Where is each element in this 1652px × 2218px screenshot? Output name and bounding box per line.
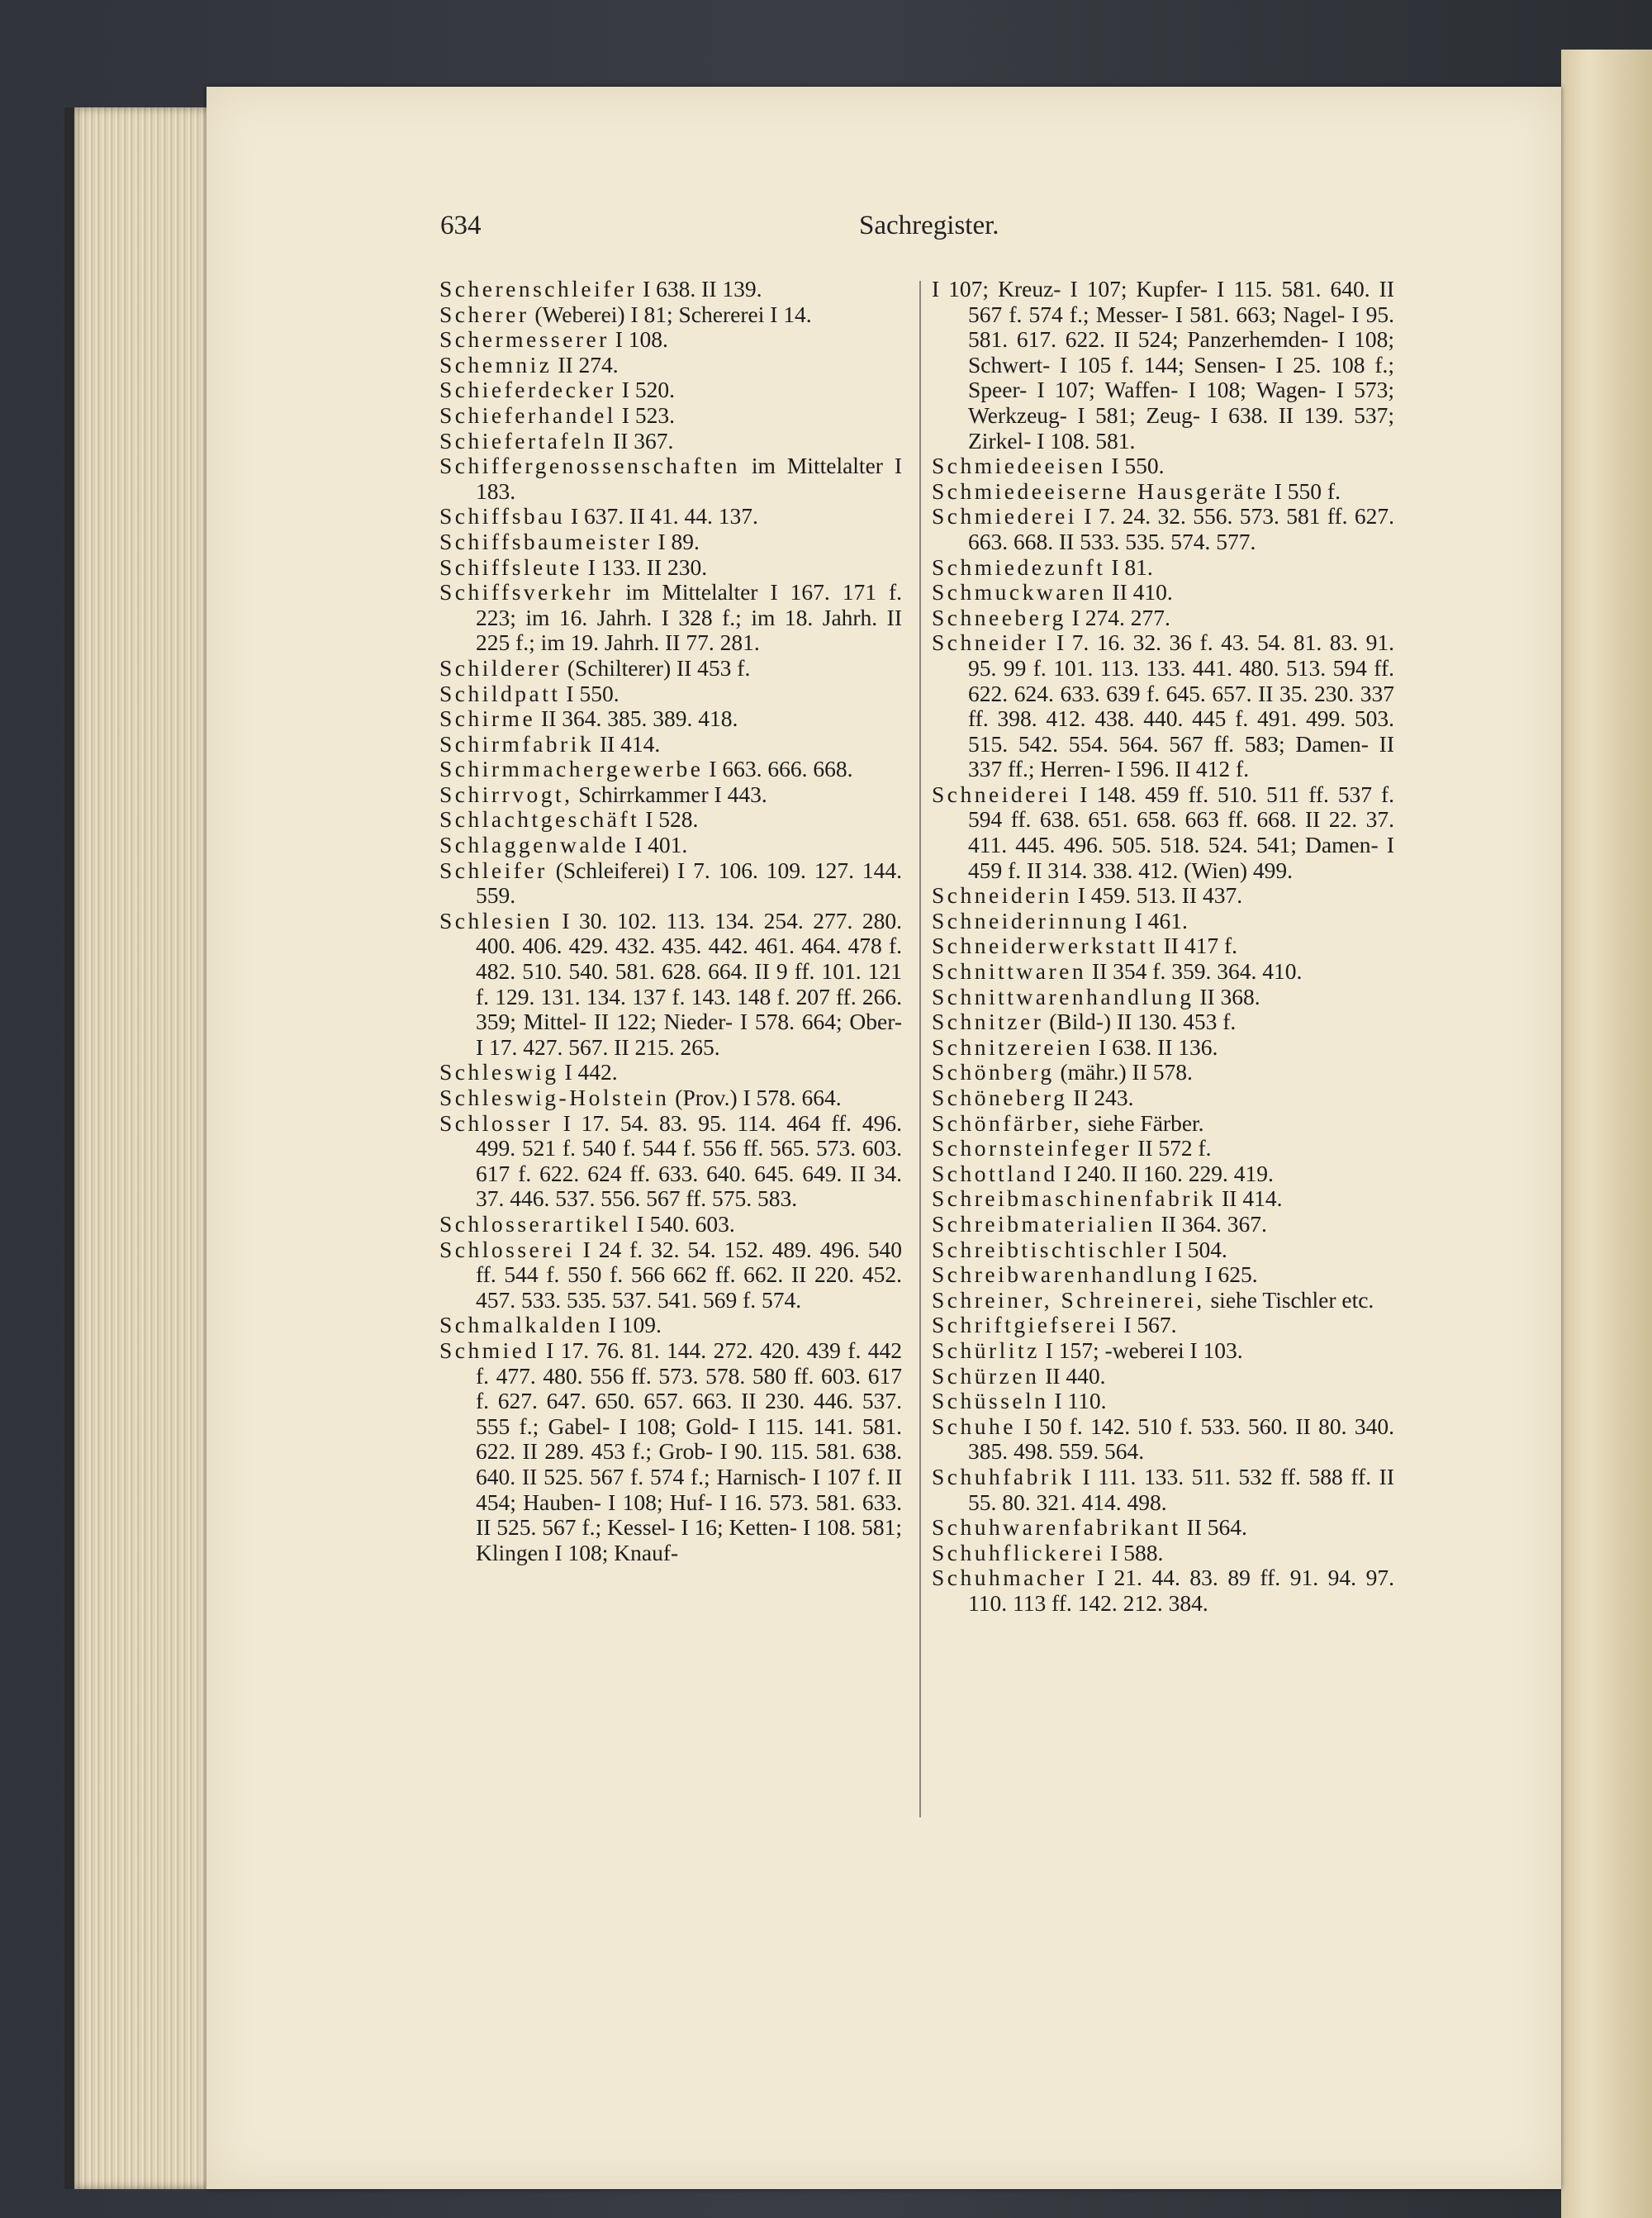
index-term: Schürzen — [932, 1362, 1040, 1389]
index-references: II 367. — [607, 427, 674, 454]
index-references: (Bild-) II 130. 453 f. — [1043, 1009, 1237, 1035]
index-entry — [932, 1262, 1394, 1288]
index-term: Schmiedezunft — [932, 553, 1106, 580]
index-entry — [439, 1060, 902, 1085]
index-entry — [439, 1085, 902, 1111]
index-references: I 588. — [1104, 1539, 1164, 1565]
index-entry — [932, 277, 1394, 454]
index-references: II 414. — [594, 730, 661, 757]
index-entry — [439, 1237, 902, 1313]
index-entry — [932, 1111, 1394, 1137]
index-entry — [932, 1288, 1394, 1313]
index-entry — [439, 302, 902, 328]
index-term: Schlachtgeschäft — [439, 806, 640, 833]
index-references: II 564. — [1180, 1514, 1247, 1541]
index-term: Schildpatt — [439, 680, 561, 706]
index-entry — [932, 1541, 1394, 1566]
index-term: Schreiner, Schreinerei, — [932, 1286, 1205, 1313]
index-entry — [439, 807, 902, 833]
index-term: Schönberg — [932, 1059, 1055, 1085]
index-term: Scherenschleifer — [439, 276, 638, 302]
index-references: im Mittelalter I 167. 171 f. 223; im 16. Jahrh. I 328 f.; im 18. Jahrh. II 225 f.; im 19. Jahrh. II 77. 281. — [476, 579, 902, 656]
index-references: I 108. — [609, 326, 668, 353]
index-term: Schlosser — [439, 1109, 553, 1136]
index-term: Schneider — [932, 629, 1049, 656]
index-references: II 274. — [552, 351, 619, 378]
index-entry — [439, 782, 902, 808]
index-term: Schmuckwaren — [932, 579, 1107, 606]
index-entry — [932, 985, 1394, 1010]
index-term: Schriftgiefserei — [932, 1312, 1118, 1338]
index-entry — [932, 909, 1394, 934]
index-entry — [932, 1136, 1394, 1161]
index-entry — [932, 1060, 1394, 1085]
index-entry — [932, 1186, 1394, 1212]
index-term: Schmiedeeisen — [932, 453, 1106, 479]
index-references: (Schleiferei) I 7. 106. 109. 127. 144. 559. — [476, 857, 902, 909]
index-references: I 107; Kreuz- I 107; Kupfer- I 115. 581. 640. II 567 f. 574 f.; Messer- I 581. 663; Nagel- I 95. 581. 617. 622. II 524; Panzerhemden- I 108; Schwert- I 105 f. 144; Sensen- I 25. 108 f.; Speer- I 107; Waffen- I 108; Wagen- I 573; Werkzeug- I 581; Zeug- I 638. II 139. 537; Zirkel- I 108. 581. — [932, 276, 1394, 454]
index-references: II 368. — [1194, 983, 1260, 1009]
index-term: Schreibmaschinenfabrik — [932, 1185, 1217, 1212]
index-entry — [439, 909, 902, 1061]
index-references: Schirrkammer I 443. — [572, 781, 767, 807]
index-entry — [439, 403, 902, 429]
index-entry — [439, 757, 902, 782]
index-entry — [439, 1338, 902, 1565]
index-term: Schreibwarenhandlung — [932, 1261, 1199, 1288]
index-entry — [932, 1035, 1394, 1061]
index-term: Schuhflickerei — [932, 1539, 1105, 1565]
index-references: I 638. II 136. — [1093, 1033, 1218, 1060]
index-term: Schiffsbaumeister — [439, 528, 653, 554]
index-term: Schreibtischtischler — [932, 1236, 1169, 1262]
index-term: Schneiderei — [932, 781, 1071, 807]
index-entry — [932, 1161, 1394, 1187]
index-references: I 550. — [560, 680, 620, 706]
index-term: Schnittwaren — [932, 958, 1087, 985]
index-entry — [439, 656, 902, 682]
index-references: I 133. II 230. — [582, 553, 708, 580]
index-references: I 550. — [1105, 453, 1165, 479]
index-term: Schirme — [439, 705, 536, 732]
index-references: I 567. — [1118, 1312, 1177, 1338]
index-references: I 504. — [1168, 1236, 1227, 1262]
column-divider — [919, 281, 921, 1817]
index-term: Schmiederei — [932, 503, 1077, 530]
index-references: I 81. — [1105, 553, 1153, 580]
index-term: Schüsseln — [932, 1388, 1049, 1414]
index-term: Schöneberg — [932, 1085, 1068, 1110]
index-entry — [932, 883, 1394, 909]
index-references: I 401. — [629, 832, 688, 858]
index-entry — [932, 454, 1394, 479]
index-term: Schnittwarenhandlung — [932, 983, 1194, 1009]
index-references: (Schilterer) II 453 f. — [562, 654, 751, 681]
index-term: Schilderer — [439, 654, 563, 681]
index-term: Schermesserer — [439, 326, 610, 353]
index-references: I 21. 44. 83. 89 ff. 91. 94. 97. 110. 113 ff. 142. 212. 384. — [968, 1565, 1394, 1616]
index-term: Schiffsleute — [439, 553, 582, 580]
index-term: Schirmfabrik — [439, 730, 595, 757]
index-references: I 7. 24. 32. 556. 573. 581 ff. 627. 663. 668. II 533. 535. 574. 577. — [968, 503, 1394, 554]
index-references: siehe Färber. — [1082, 1109, 1204, 1136]
index-term: Schönfärber, — [932, 1109, 1083, 1136]
index-term: Schreibmaterialien — [932, 1210, 1156, 1237]
index-entry — [932, 1364, 1394, 1389]
index-term: Schirrvogt, — [439, 781, 573, 807]
index-term: Schleswig-Holstein — [439, 1085, 670, 1110]
index-term: Schleifer — [439, 857, 548, 883]
index-references: (Weberei) I 81; Schererei I 14. — [529, 301, 812, 327]
index-references: I 540. 603. — [630, 1210, 735, 1237]
index-entry — [439, 277, 902, 302]
index-entry — [932, 1515, 1394, 1541]
index-entry — [439, 1111, 902, 1212]
index-references: (mähr.) II 578. — [1054, 1059, 1193, 1085]
index-entry — [439, 580, 902, 656]
index-term: Schuhmacher — [932, 1565, 1088, 1591]
index-term: Schneiderinnung — [932, 907, 1129, 933]
index-column-left — [439, 277, 902, 1565]
index-entry — [439, 454, 902, 504]
index-references: II 364. 367. — [1155, 1210, 1267, 1237]
index-term: Schmiedeeiserne Hausgeräte — [932, 477, 1269, 504]
index-references: I 550 f. — [1268, 477, 1341, 504]
index-entry — [439, 1313, 902, 1338]
index-entry — [932, 1085, 1394, 1111]
index-entry — [439, 833, 902, 858]
index-entry — [932, 1465, 1394, 1515]
index-term: Schnitzer — [932, 1009, 1044, 1035]
page-title: Sachregister. — [859, 211, 999, 240]
index-term: Schuhe — [932, 1413, 1016, 1439]
index-entry — [439, 858, 902, 909]
index-entry — [932, 1414, 1394, 1465]
index-entry — [439, 504, 902, 530]
index-references: I 461. — [1128, 907, 1188, 933]
index-entry — [932, 1009, 1394, 1035]
index-references: I 442. — [558, 1059, 618, 1085]
index-references: I 625. — [1199, 1261, 1258, 1288]
index-references: I 109. — [602, 1312, 662, 1338]
index-entry — [932, 1389, 1394, 1414]
index-references: II 440. — [1039, 1362, 1106, 1389]
index-term: Schürlitz — [932, 1337, 1040, 1363]
index-entry — [932, 782, 1394, 883]
index-entry — [439, 353, 902, 378]
index-references: II 243. — [1067, 1085, 1134, 1110]
index-term: Schiffergenossenschaften — [439, 453, 741, 479]
index-term: Scherer — [439, 301, 529, 327]
index-references: I 663. 666. 668. — [703, 756, 853, 782]
index-references: I 110. — [1048, 1388, 1107, 1414]
index-entry — [932, 606, 1394, 631]
index-entry — [439, 555, 902, 581]
index-entry — [439, 706, 902, 732]
index-references: I 528. — [639, 806, 699, 833]
index-term: Schlesien — [439, 907, 553, 933]
index-references: I 240. II 160. 229. 419. — [1057, 1160, 1274, 1186]
page-number: 634 — [440, 211, 482, 240]
index-entry — [932, 1237, 1394, 1263]
index-entry — [439, 1212, 902, 1237]
index-term: Schnitzereien — [932, 1033, 1094, 1060]
index-entry — [439, 429, 902, 454]
index-entry — [439, 530, 902, 555]
index-references: I 7. 16. 32. 36 f. 43. 54. 81. 83. 91. 95. 99 f. 101. 113. 133. 441. 480. 513. 594 ff. 622. 624. 633. 639 f. 645. 657. II 35. 230. 337 ff. 398. 412. 438. 440. 445 f. 491. 499. 503. 515. 542. 554. 564. 567 ff. 583; Damen- II 337 ff.; Herren- I 596. II 412 f. — [968, 629, 1394, 782]
index-term: Schneiderwerkstatt — [932, 933, 1158, 959]
index-references: I 157; -weberei I 103. — [1039, 1337, 1243, 1363]
index-entry — [932, 1212, 1394, 1237]
index-references: I 637. II 41. 44. 137. — [565, 503, 758, 530]
index-references: I 520. — [615, 377, 675, 403]
index-term: Schmalkalden — [439, 1312, 603, 1338]
book-page-edges — [64, 107, 219, 2189]
index-references: II 410. — [1106, 579, 1173, 606]
index-references: I 89. — [652, 528, 700, 554]
index-references: I 274. 277. — [1066, 604, 1170, 630]
index-entry — [439, 378, 902, 403]
index-term: Schemniz — [439, 351, 553, 378]
index-entry — [932, 479, 1394, 505]
index-references: I 17. 76. 81. 144. 272. 420. 439 f. 442 f. 477. 480. 556 ff. 573. 578. 580 ff. 603. 617 f. 627. 647. 650. 657. 663. II 230. 446. 537. 555 f.; Gabel- I 108; Gold- I 115. 141. 581. 622. II 289. 453 f.; Grob- I 90. 115. 581. 638. 640. II 525. 567 f. 574 f.; Harnisch- I 107 f. II 454; Hauben- I 108; Huf- I 16. 573. 581. 633. II 525. 567 f.; Kessel- I 16; Ketten- I 108. 581; Klingen I 108; Knauf- — [476, 1337, 902, 1565]
index-references: II 572 f. — [1132, 1135, 1212, 1161]
index-term: Schneiderin — [932, 882, 1072, 909]
index-references: I 30. 102. 113. 134. 254. 277. 280. 400. 406. 429. 432. 435. 442. 461. 464. 478 f. 482. 510. 540. 581. 628. 664. II 9 ff. 101. 121 f. 129. 131. 134. 137 f. 143. 148 f. 207 ff. 266. 359; Mittel- II 122; Nieder- I 578. 664; Ober- I 17. 427. 567. II 215. 265. — [476, 907, 902, 1060]
index-entry — [932, 1565, 1394, 1616]
index-term: Schmied — [439, 1337, 539, 1363]
index-term: Schottland — [932, 1160, 1058, 1186]
index-term: Schuhwarenfabrikant — [932, 1514, 1181, 1541]
index-entry — [932, 959, 1394, 985]
index-references: I 523. — [615, 401, 675, 428]
index-entry — [932, 630, 1394, 782]
index-references: im Mittelalter I 183. — [476, 453, 902, 504]
index-references: siehe Tischler etc. — [1204, 1286, 1374, 1313]
index-references: II 417 f. — [1157, 933, 1237, 959]
index-term: Schuhfabrik — [932, 1463, 1075, 1489]
index-term: Schiefertafeln — [439, 427, 608, 454]
index-term: Schneeberg — [932, 604, 1066, 630]
index-references: (Prov.) I 578. 664. — [669, 1085, 842, 1110]
index-references: II 364. 385. 389. 418. — [535, 705, 738, 732]
index-entry — [932, 504, 1394, 554]
index-references: I 148. 459 ff. 510. 511 ff. 537 f. 594 ff. 638. 651. 658. 663 ff. 668. II 22. 37. 411. 445. 496. 505. 518. 524. 541; Damen- I 459 f. II 314. 338. 412. (Wien) 499. — [968, 781, 1394, 883]
index-references: II 414. — [1216, 1185, 1283, 1212]
index-term: Schlosserei — [439, 1236, 575, 1262]
index-references: I 111. 133. 511. 532 ff. 588 ff. II 55. 80. 321. 414. 498. — [968, 1463, 1394, 1515]
index-entry — [932, 1313, 1394, 1338]
next-page-edge — [1561, 50, 1652, 2218]
index-term: Schieferdecker — [439, 377, 616, 403]
index-term: Schiffsbau — [439, 503, 566, 530]
index-references: I 17. 54. 83. 95. 114. 464 ff. 496. 499. 521 f. 540 f. 544 f. 556 ff. 565. 573. 603. 617 f. 622. 624 ff. 633. 640. 645. 649. II 34. 37. 446. 537. 556. 567 ff. 575. 583. — [476, 1109, 902, 1212]
index-entry — [932, 1338, 1394, 1364]
index-entry — [932, 933, 1394, 959]
index-entry — [439, 327, 902, 353]
index-references: I 24 f. 32. 54. 152. 489. 496. 540 ff. 544 f. 550 f. 566 662 ff. 662. II 220. 452. 457. 533. 535. 537. 541. 569 f. 574. — [476, 1236, 902, 1313]
index-term: Schlosserartikel — [439, 1210, 631, 1237]
index-term: Schornsteinfeger — [932, 1135, 1132, 1161]
running-head — [231, 211, 1528, 252]
index-term: Schirmmachergewerbe — [439, 756, 704, 782]
index-entry — [932, 580, 1394, 606]
index-entry — [439, 732, 902, 758]
index-term: Schieferhandel — [439, 401, 616, 428]
index-references: I 459. 513. II 437. — [1071, 882, 1243, 909]
index-references: I 638. II 139. — [637, 276, 762, 302]
index-references: II 354 f. 359. 364. 410. — [1086, 958, 1303, 985]
index-entry — [932, 555, 1394, 581]
index-term: Schleswig — [439, 1059, 559, 1085]
index-column-right — [932, 277, 1394, 1616]
index-term: Schlaggenwalde — [439, 832, 629, 858]
index-entry — [439, 682, 902, 707]
index-term: Schiffsverkehr — [439, 579, 614, 606]
index-references: I 50 f. 142. 510 f. 533. 560. II 80. 340. 385. 498. 559. 564. — [968, 1413, 1394, 1465]
